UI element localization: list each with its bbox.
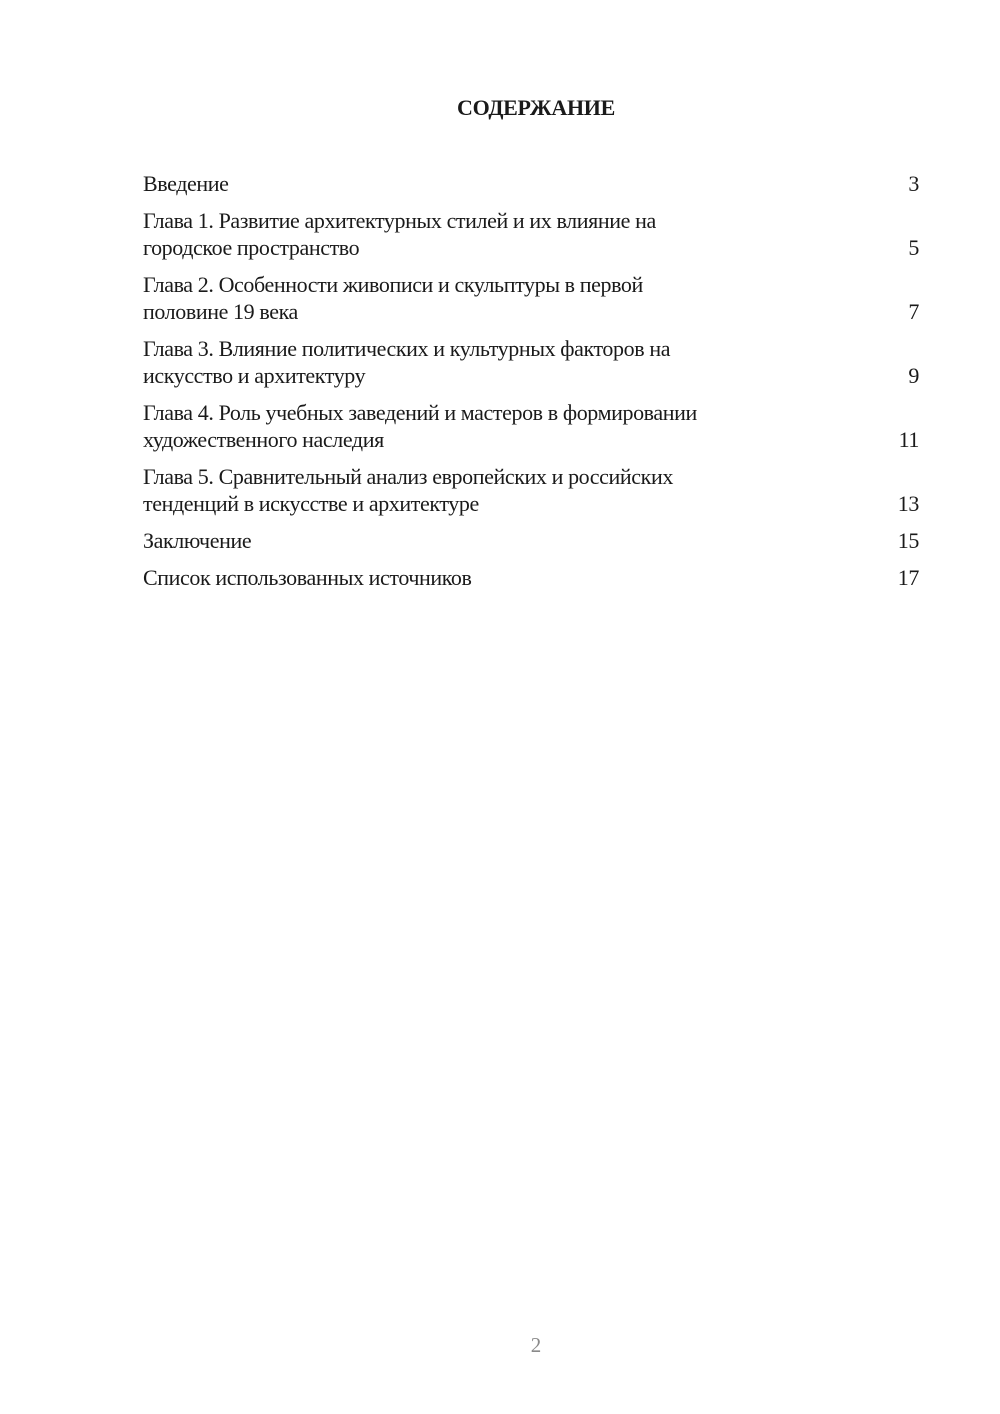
table-of-contents: [143, 170, 919, 601]
toc-page-number: 9: [908, 363, 919, 388]
toc-entry-chapter-3: [143, 335, 919, 389]
toc-entry-text: половине 19 века: [143, 299, 298, 324]
toc-entry-text: тенденций в искусстве и архитектуре: [143, 491, 479, 516]
toc-page-number: 7: [908, 299, 919, 324]
toc-entry-text: Глава 4. Роль учебных заведений и мастеров в формировании: [143, 400, 697, 425]
toc-page-number: 17: [897, 565, 919, 590]
toc-entry-introduction: [143, 170, 919, 197]
page-number: 2: [530, 1333, 542, 1357]
toc-entry-chapter-4: [143, 399, 919, 453]
toc-entry-chapter-2: [143, 271, 919, 325]
page-title: СОДЕРЖАНИЕ: [457, 95, 615, 120]
toc-page-number: 13: [897, 491, 919, 516]
toc-entry-text: городское пространство: [143, 235, 360, 260]
toc-page-number: 5: [908, 235, 919, 260]
toc-page-number: 3: [908, 171, 919, 196]
toc-entry-text: Введение: [143, 171, 229, 196]
toc-entry-text: Список использованных источников: [143, 565, 472, 590]
toc-entry-text: Глава 3. Влияние политических и культурных факторов на: [143, 336, 671, 361]
toc-entry-text: художественного наследия: [143, 427, 384, 452]
toc-entry-conclusion: [143, 527, 919, 554]
toc-page-number: 15: [897, 528, 919, 553]
toc-entry-chapter-1: [143, 207, 919, 261]
toc-entry-text: Глава 5. Сравнительный анализ европейских и российских: [143, 464, 673, 489]
toc-entry-text: Заключение: [143, 528, 252, 553]
toc-entry-references: [143, 564, 919, 591]
toc-entry-text: искусство и архитектуру: [143, 363, 366, 388]
toc-entry-text: Глава 2. Особенности живописи и скульптуры в первой: [143, 272, 643, 297]
toc-entry-chapter-5: [143, 463, 919, 517]
toc-page-number: 11: [898, 427, 919, 452]
toc-entry-text: Глава 1. Развитие архитектурных стилей и их влияние на: [143, 208, 656, 233]
